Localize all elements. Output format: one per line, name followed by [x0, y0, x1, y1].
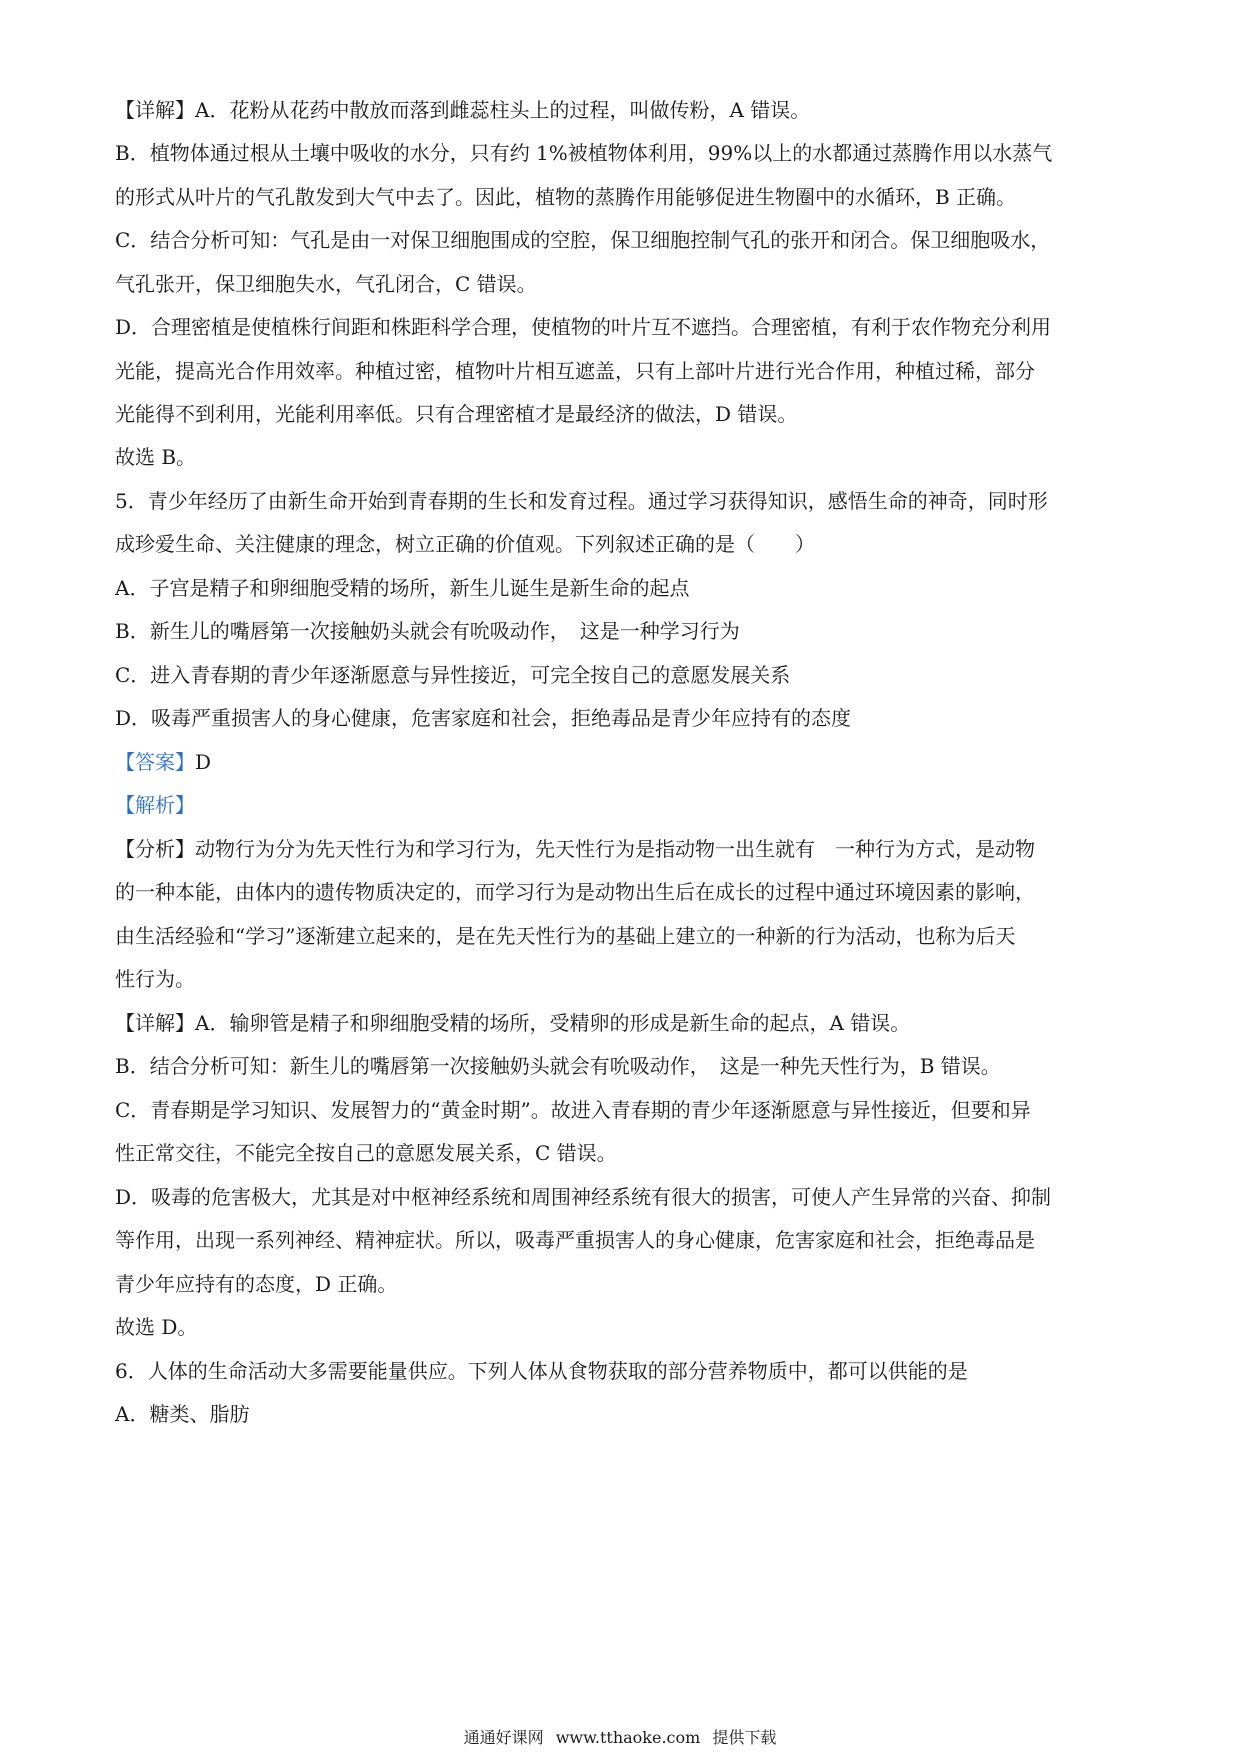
- line-text: A．输卵管是精子和卵细胞受精的场所，受精卵的形成是新生命的起点，A 错误。: [195, 1011, 911, 1035]
- footer-site-name: 通通好课网: [463, 1728, 544, 1747]
- footer-suffix: 提供下载: [712, 1728, 777, 1747]
- question-stem: 5．青少年经历了由新生命开始到青春期的生长和发育过程。通过学习获得知识，感悟生命的神奇，同时形: [115, 489, 1048, 513]
- option-d: D．吸毒严重损害人的身心健康，危害家庭和社会，拒绝毒品是青少年应持有的态度: [115, 706, 852, 730]
- text-line: 的形式从叶片的气孔散发到大气中去了。因此，植物的蒸腾作用能够促进生物圈中的水循环，B 正确。: [115, 185, 1017, 209]
- answer-line: [115, 748, 1135, 776]
- text-line: [115, 835, 1135, 863]
- option-b: B．新生儿的嘴唇第一次接触奶头就会有吮吸动作， 这是一种学习行为: [115, 619, 740, 643]
- text-line: B．结合分析可知：新生儿的嘴唇第一次接触奶头就会有吮吸动作， 这是一种先天性行为，B 错误。: [115, 1054, 1001, 1078]
- section-tag: 【详解】: [115, 1011, 195, 1035]
- text-line: B．植物体通过根从土壤中吸收的水分，只有约 1%被植物体利用，99%以上的水都通过蒸腾作用以水蒸气: [115, 141, 1053, 165]
- option-a: A．糖类、脂肪: [115, 1402, 250, 1426]
- text-line: 光能得不到利用，光能利用率低。只有合理密植才是最经济的做法，D 错误。: [115, 402, 798, 426]
- text-line: 由生活经验和“学习”逐渐建立起来的，是在先天性行为的基础上建立的一种新的行为活动，也称为后天: [115, 924, 1016, 948]
- answer-value: D: [195, 750, 212, 774]
- line-text: A．花粉从花药中散放而落到雌蕊柱头上的过程，叫做传粉，A 错误。: [195, 98, 811, 122]
- section-tag: 【分析】: [115, 837, 195, 861]
- text-line: 性正常交往，不能完全按自己的意愿发展关系，C 错误。: [115, 1141, 617, 1165]
- text-line: C．青春期是学习知识、发展智力的“黄金时期”。故进入青春期的青少年逐渐愿意与异性接近，但要和异: [115, 1098, 1031, 1122]
- page-footer: [0, 1728, 1240, 1748]
- footer-url[interactable]: www.tthaoke.com: [555, 1728, 701, 1747]
- text-line: [115, 96, 1135, 124]
- text-line: 的一种本能，由体内的遗传物质决定的，而学习行为是动物出生后在成长的过程中通过环境因素的影响，: [115, 880, 1035, 904]
- text-line: 青少年应持有的态度，D 正确。: [115, 1272, 398, 1296]
- analysis-tag: 【解析】: [115, 793, 195, 817]
- section-tag: 【详解】: [115, 98, 195, 122]
- text-line: [115, 1009, 1135, 1037]
- option-c: C．进入青春期的青少年逐渐愿意与异性接近，可完全按自己的意愿发展关系: [115, 663, 791, 687]
- text-line: C．结合分析可知：气孔是由一对保卫细胞围成的空腔，保卫细胞控制气孔的张开和闭合。保卫细胞吸水，: [115, 228, 1051, 252]
- analysis-heading: [115, 791, 1135, 819]
- text-line: 等作用，出现一系列神经、精神症状。所以，吸毒严重损害人的身心健康，危害家庭和社会，拒绝毒品是: [115, 1228, 1035, 1252]
- text-line: 故选 D。: [115, 1315, 198, 1339]
- question-stem: 成珍爱生命、关注健康的理念，树立正确的价值观。下列叙述正确的是（ ）: [115, 532, 815, 556]
- text-line: 性行为。: [115, 967, 195, 991]
- question-stem: 6．人体的生命活动大多需要能量供应。下列人体从食物获取的部分营养物质中，都可以供能的是: [115, 1359, 968, 1383]
- text-line: D．吸毒的危害极大，尤其是对中枢神经系统和周围神经系统有很大的损害，可使人产生异常的兴奋、抑制: [115, 1185, 1052, 1209]
- text-line: D．合理密植是使植株行间距和株距科学合理，使植物的叶片互不遮挡。合理密植，有利于农作物充分利用: [115, 315, 1052, 339]
- answer-tag: 【答案】: [115, 750, 195, 774]
- text-line: 气孔张开，保卫细胞失水，气孔闭合，C 错误。: [115, 272, 537, 296]
- text-line: 光能，提高光合作用效率。种植过密，植物叶片相互遮盖，只有上部叶片进行光合作用，种植过稀，部分: [115, 359, 1035, 383]
- text-line: 故选 B。: [115, 445, 197, 469]
- line-text: 动物行为分为先天性行为和学习行为，先天性行为是指动物一出生就有 一种行为方式，是动物: [195, 837, 1035, 861]
- option-a: A．子宫是精子和卵细胞受精的场所，新生儿诞生是新生命的起点: [115, 576, 690, 600]
